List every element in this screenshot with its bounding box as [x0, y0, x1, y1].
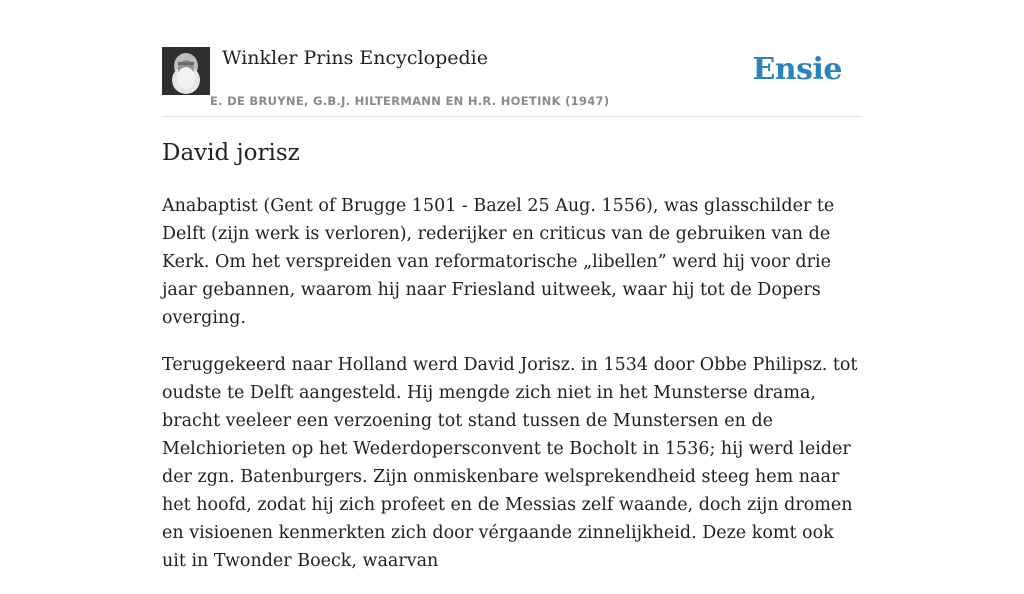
paragraph: Teruggekeerd naar Holland werd David Jorisz. in 1534 door Obbe Philipsz. tot oudste te Delft aangesteld. Hij mengde zich niet in het Munsterse drama, bracht veeleer een verzoening tot stand tussen de Munstersen en de Melchiorieten op het Wederdopersconvent te Bocholt in 1536; hij werd leider der zgn. Batenburgers. Zijn onmiskenbare welsprekendheid steeg hem naar het hoofd, zodat hij zich profeet en de Messias zelf waande, doch zijn dromen en visioenen kenmerkten zich door vérgaande zinnelijkheid. Deze komt ook uit in Twonder Boeck, waarvan	[162, 355, 858, 571]
authors-line: E. DE BRUYNE, G.B.J. HILTERMANN EN H.R. HOETINK (1947)	[210, 94, 610, 108]
portrait-icon	[162, 47, 210, 95]
brand-logo[interactable]: Ensie	[752, 52, 842, 87]
site-header	[162, 46, 862, 117]
article-title: David jorisz	[162, 140, 300, 166]
paragraph: Anabaptist (Gent of Brugge 1501 - Bazel 25 Aug. 1556), was glasschilder te Delft (zijn werk is verloren), rederijker en criticus van de gebruiken van de Kerk. Om het verspreiden van reformatorische „libellen” werd hij voor drie jaar gebannen, waarom hij naar Friesland uitweek, waar hij tot de Dopers overging.	[162, 196, 835, 328]
avatar[interactable]	[162, 47, 210, 95]
article-body	[162, 192, 862, 594]
site-title[interactable]: Winkler Prins Encyclopedie	[222, 47, 488, 69]
